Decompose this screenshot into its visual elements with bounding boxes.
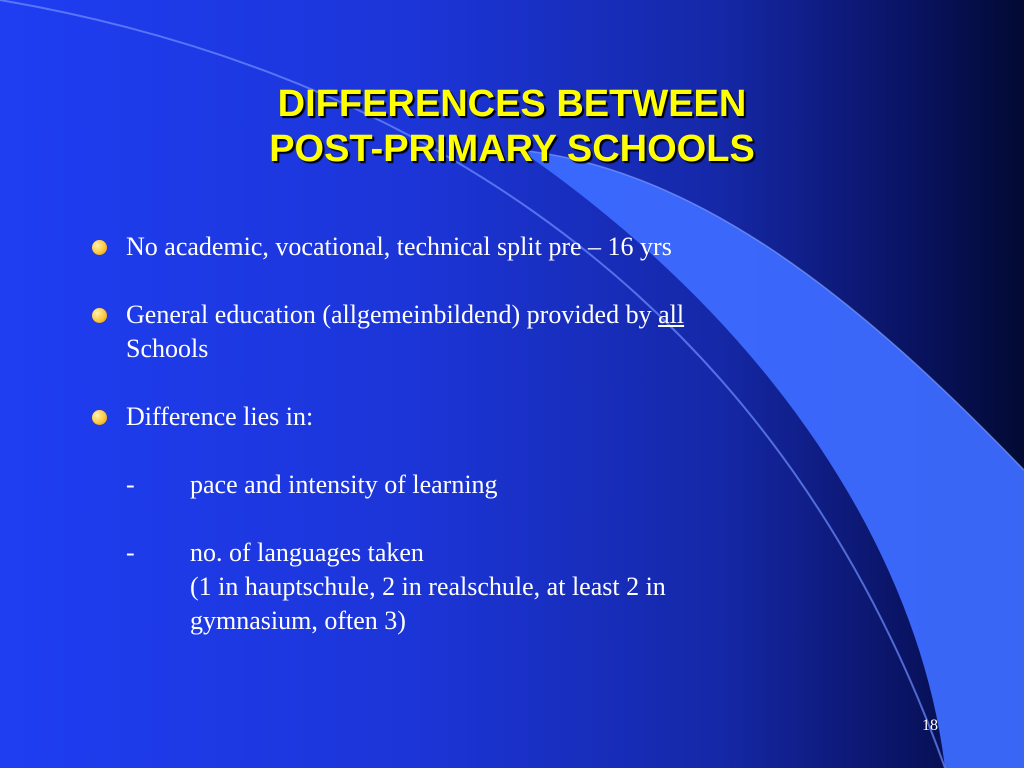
bullet-item-1	[90, 230, 910, 264]
sub-item-dash: -	[126, 538, 135, 567]
slide-title-line-2: POST-PRIMARY SCHOOLS	[269, 128, 755, 170]
bullet-text-3: Difference lies in:	[126, 402, 314, 431]
bullet-dot-icon	[92, 240, 107, 255]
slide-title-line-1: DIFFERENCES BETWEEN	[277, 83, 747, 125]
bullet-dot-icon	[92, 308, 107, 323]
sub-item-1-line-1: pace and intensity of learning	[190, 470, 498, 499]
slide-body	[90, 230, 910, 672]
sub-item-2-line-2: (1 in hauptschule, 2 in realschule, at least 2 in	[190, 572, 666, 601]
sub-item-2-line-3: gymnasium, often 3)	[190, 606, 406, 635]
bullet-text-2-underlined: all	[658, 300, 685, 329]
sub-item-2	[90, 536, 910, 638]
slide-page-number: 18	[922, 717, 938, 734]
sub-item-1	[90, 468, 910, 502]
bullet-item-2	[90, 298, 910, 366]
bullet-item-3	[90, 400, 910, 434]
bullet-text-2-start: General education (allgemeinbildend) provided by	[126, 300, 659, 329]
bullet-dot-icon	[92, 410, 107, 425]
sub-item-dash: -	[126, 470, 135, 499]
bullet-text-2-end: Schools	[126, 334, 209, 363]
sub-item-2-line-1: no. of languages taken	[190, 538, 424, 567]
bullet-text-1: No academic, vocational, technical split pre – 16 yrs	[126, 232, 672, 261]
slide-title	[112, 82, 912, 172]
